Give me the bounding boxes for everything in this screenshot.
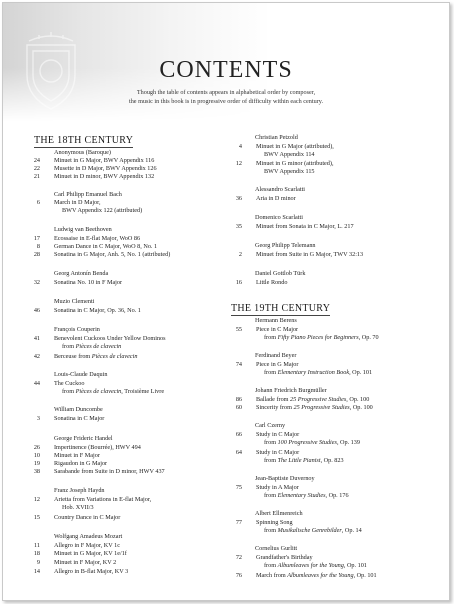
page-number: 28 <box>33 251 40 258</box>
piece-title: Sincerity from 25 Progressive Studies, Op. 100 <box>256 404 373 411</box>
composer-heading: Ferdinand Beyer <box>255 352 297 359</box>
piece-title-line-2: from Fifty Piano Pieces for Beginners, Op. 70 <box>264 334 379 341</box>
page-number: 19 <box>33 460 40 467</box>
piece-title: Aria in D minor <box>256 195 296 202</box>
composer-heading: Albert Ellmenreich <box>255 510 303 517</box>
page-number: 17 <box>33 235 40 242</box>
piece-title: Grandfather's Birthday <box>256 554 313 561</box>
page-number: 42 <box>33 353 40 360</box>
page-number: 32 <box>33 279 40 286</box>
piece-title-line-2: from Elementary Instruction Book, Op. 101 <box>264 369 373 376</box>
composer-heading: François Couperin <box>54 326 100 333</box>
piece-title-line-2: from Musikalische Genrebilder, Op. 14 <box>264 527 362 534</box>
intro-line-1: Though the table of contents appears in alphabetical order by composer, <box>136 89 316 96</box>
piece-title: Berceuse from Pièces de clavecin <box>54 353 138 360</box>
page-number: 3 <box>36 415 40 422</box>
page-number: 74 <box>235 361 242 368</box>
composer-heading: Georg Antonín Benda <box>54 270 109 277</box>
composer-heading: Franz Joseph Haydn <box>54 487 105 494</box>
piece-title: Impertinence (Bourrée), HWV 494 <box>54 444 141 451</box>
page-number: 46 <box>33 307 40 314</box>
piece-title: March in D Major, <box>54 199 101 206</box>
composer-heading: Cornelius Gurlitt <box>255 545 298 552</box>
century-heading-19th: THE 19TH CENTURY <box>231 303 331 314</box>
piece-title: Spinning Song <box>256 519 293 526</box>
piece-title: Study in C Major <box>256 449 300 456</box>
page-number: 21 <box>33 173 40 180</box>
page-number: 22 <box>33 165 40 172</box>
piece-title: Minuet from Sonata in C Major, L. 217 <box>256 223 354 230</box>
composer-heading: Georg Philipp Telemann <box>255 242 316 249</box>
page-number: 55 <box>235 326 242 333</box>
piece-title: Allegro in F Major, KV 1c <box>54 542 120 549</box>
page-number: 16 <box>235 279 242 286</box>
page-number: 4 <box>238 143 242 150</box>
piece-title: Ecossaise in E-flat Major, WoO 86 <box>54 235 141 242</box>
piece-title: Allegro in B-flat Major, KV 3 <box>54 568 129 575</box>
composer-heading: Alessandro Scarlatti <box>255 186 306 193</box>
piece-title: Arietta from Variations in E-flat Major, <box>54 496 152 503</box>
page-number: 76 <box>235 572 242 579</box>
piece-title: Study in C Major <box>256 431 300 438</box>
page-number: 36 <box>235 195 242 202</box>
piece-title: Ballade from 25 Progressive Studies, Op. 100 <box>256 396 370 403</box>
piece-title: Piece in G Major <box>256 361 299 368</box>
page-number: 77 <box>235 519 242 526</box>
page-number: 75 <box>235 484 242 491</box>
page-number: 60 <box>235 404 242 411</box>
piece-title: Country Dance in C Major <box>54 514 121 521</box>
piece-title: Sarabande from Suite in D minor, HWV 437 <box>54 468 165 475</box>
page-number: 11 <box>34 542 40 549</box>
piece-title: Sonatina in C Major <box>54 415 105 422</box>
composer-heading: Wolfgang Amadeus Mozart <box>54 533 123 540</box>
piece-title: Study in A Major <box>256 484 299 491</box>
page-number: 41 <box>33 335 40 342</box>
composer-heading: Hermann Berens <box>255 317 297 324</box>
intro-text <box>63 89 389 106</box>
composer-heading: Anonymous (Baroque) <box>54 149 111 156</box>
page-number: 12 <box>33 496 40 503</box>
piece-title: Minuet in G Major, KV 1e/1f <box>54 550 127 557</box>
page-number: 6 <box>36 199 40 206</box>
page-number: 24 <box>33 157 40 164</box>
composer-heading: William Duncombe <box>54 406 103 413</box>
piece-title-line-2: BWV Appendix 114 <box>264 151 315 158</box>
piece-title: Minuet in F Major, KV 2 <box>54 559 117 566</box>
piece-title: Minuet from Suite in G Major, TWV 32:13 <box>256 251 364 258</box>
page-number: 8 <box>36 243 40 250</box>
intro-line-2: the music in this book is in progressive order of difficulty within each century. <box>128 97 323 105</box>
contents-page <box>2 2 450 601</box>
piece-title: March from Albumleaves for the Young, Op. 101 <box>256 572 377 579</box>
piece-title-line-2: from 100 Progressive Studies, Op. 139 <box>264 439 360 446</box>
piece-title: Musette in D Major, BWV Appendix 126 <box>54 165 157 172</box>
composer-heading: George Frideric Handel <box>54 435 113 442</box>
piece-title: German Dance in C Major, WoO 8, No. 1 <box>54 243 158 250</box>
page-number: 15 <box>33 514 40 521</box>
piece-title: Piece in C Major <box>256 326 299 333</box>
piece-title-line-2: from Pièces de clavecin <box>62 343 122 350</box>
composer-heading: Jean-Baptiste Duvernoy <box>255 475 315 482</box>
composer-heading: Louis-Claude Daquin <box>54 371 108 378</box>
page-number: 10 <box>33 452 40 459</box>
composer-heading: Johann Friedrich Burgmüller <box>255 387 327 394</box>
piece-title: Benevolent Cuckoos Under Yellow Dominos <box>54 335 166 342</box>
page-title: CONTENTS <box>159 57 293 83</box>
piece-title-line-2: from Elementary Studies, Op. 176 <box>264 492 349 499</box>
page-number: 2 <box>238 251 242 258</box>
piece-title: Sonatina in G Major, Anh. 5, No. 1 (attributed) <box>54 251 171 258</box>
page-number: 18 <box>33 550 40 557</box>
page-number: 66 <box>235 431 242 438</box>
page-number: 44 <box>33 380 40 387</box>
page-number: 9 <box>36 559 40 566</box>
piece-title-line-2: from Pièces de clavecin, Troisième Livre <box>62 388 165 395</box>
page-number: 86 <box>235 396 242 403</box>
composer-heading: Carl Philipp Emanuel Bach <box>54 191 122 198</box>
composer-heading: Carl Czerny <box>255 422 286 429</box>
composer-heading: Daniel Gottlob Türk <box>255 270 306 277</box>
piece-title-line-2: from The Little Pianist, Op. 823 <box>264 457 344 464</box>
piece-title-line-2: Hob. XVII/3 <box>62 504 94 511</box>
page-number: 12 <box>235 160 242 167</box>
piece-title: Minuet in G minor (attributed), <box>256 160 334 167</box>
composer-heading: Christian Petzold <box>255 134 298 141</box>
piece-title: Sonatina No. 10 in F Major <box>54 279 123 286</box>
page-number: 72 <box>235 554 242 561</box>
piece-title: Sonatina in C Major, Op. 36, No. 1 <box>54 307 141 314</box>
piece-title-line-2: from Albumleaves for the Young, Op. 101 <box>264 562 367 569</box>
piece-title: Minuet in F Major <box>54 452 100 459</box>
piece-title: Minuet in D minor, BWV Appendix 132 <box>54 173 155 180</box>
piece-title: The Cuckoo <box>54 380 85 387</box>
page-number: 64 <box>235 449 242 456</box>
composer-heading: Domenico Scarlatti <box>255 214 303 221</box>
composer-heading: Ludwig van Beethoven <box>54 226 112 233</box>
piece-title: Little Rondo <box>256 279 288 286</box>
piece-title: Minuet in G Major (attributed), <box>256 143 334 150</box>
page-number: 26 <box>33 444 40 451</box>
composer-heading: Muzio Clementi <box>54 298 95 305</box>
page-number: 38 <box>33 468 40 475</box>
century-heading-18th: THE 18TH CENTURY <box>34 135 134 146</box>
piece-title: Minuet in G Major, BWV Appendix 116 <box>54 157 155 164</box>
page-number: 14 <box>33 568 40 575</box>
piece-title: Rigaudon in G Major <box>54 460 108 467</box>
page-number: 35 <box>235 223 242 230</box>
piece-title-line-2: BWV Appendix 115 <box>264 168 315 175</box>
piece-title-line-2: BWV Appendix 122 (attributed) <box>62 207 143 214</box>
